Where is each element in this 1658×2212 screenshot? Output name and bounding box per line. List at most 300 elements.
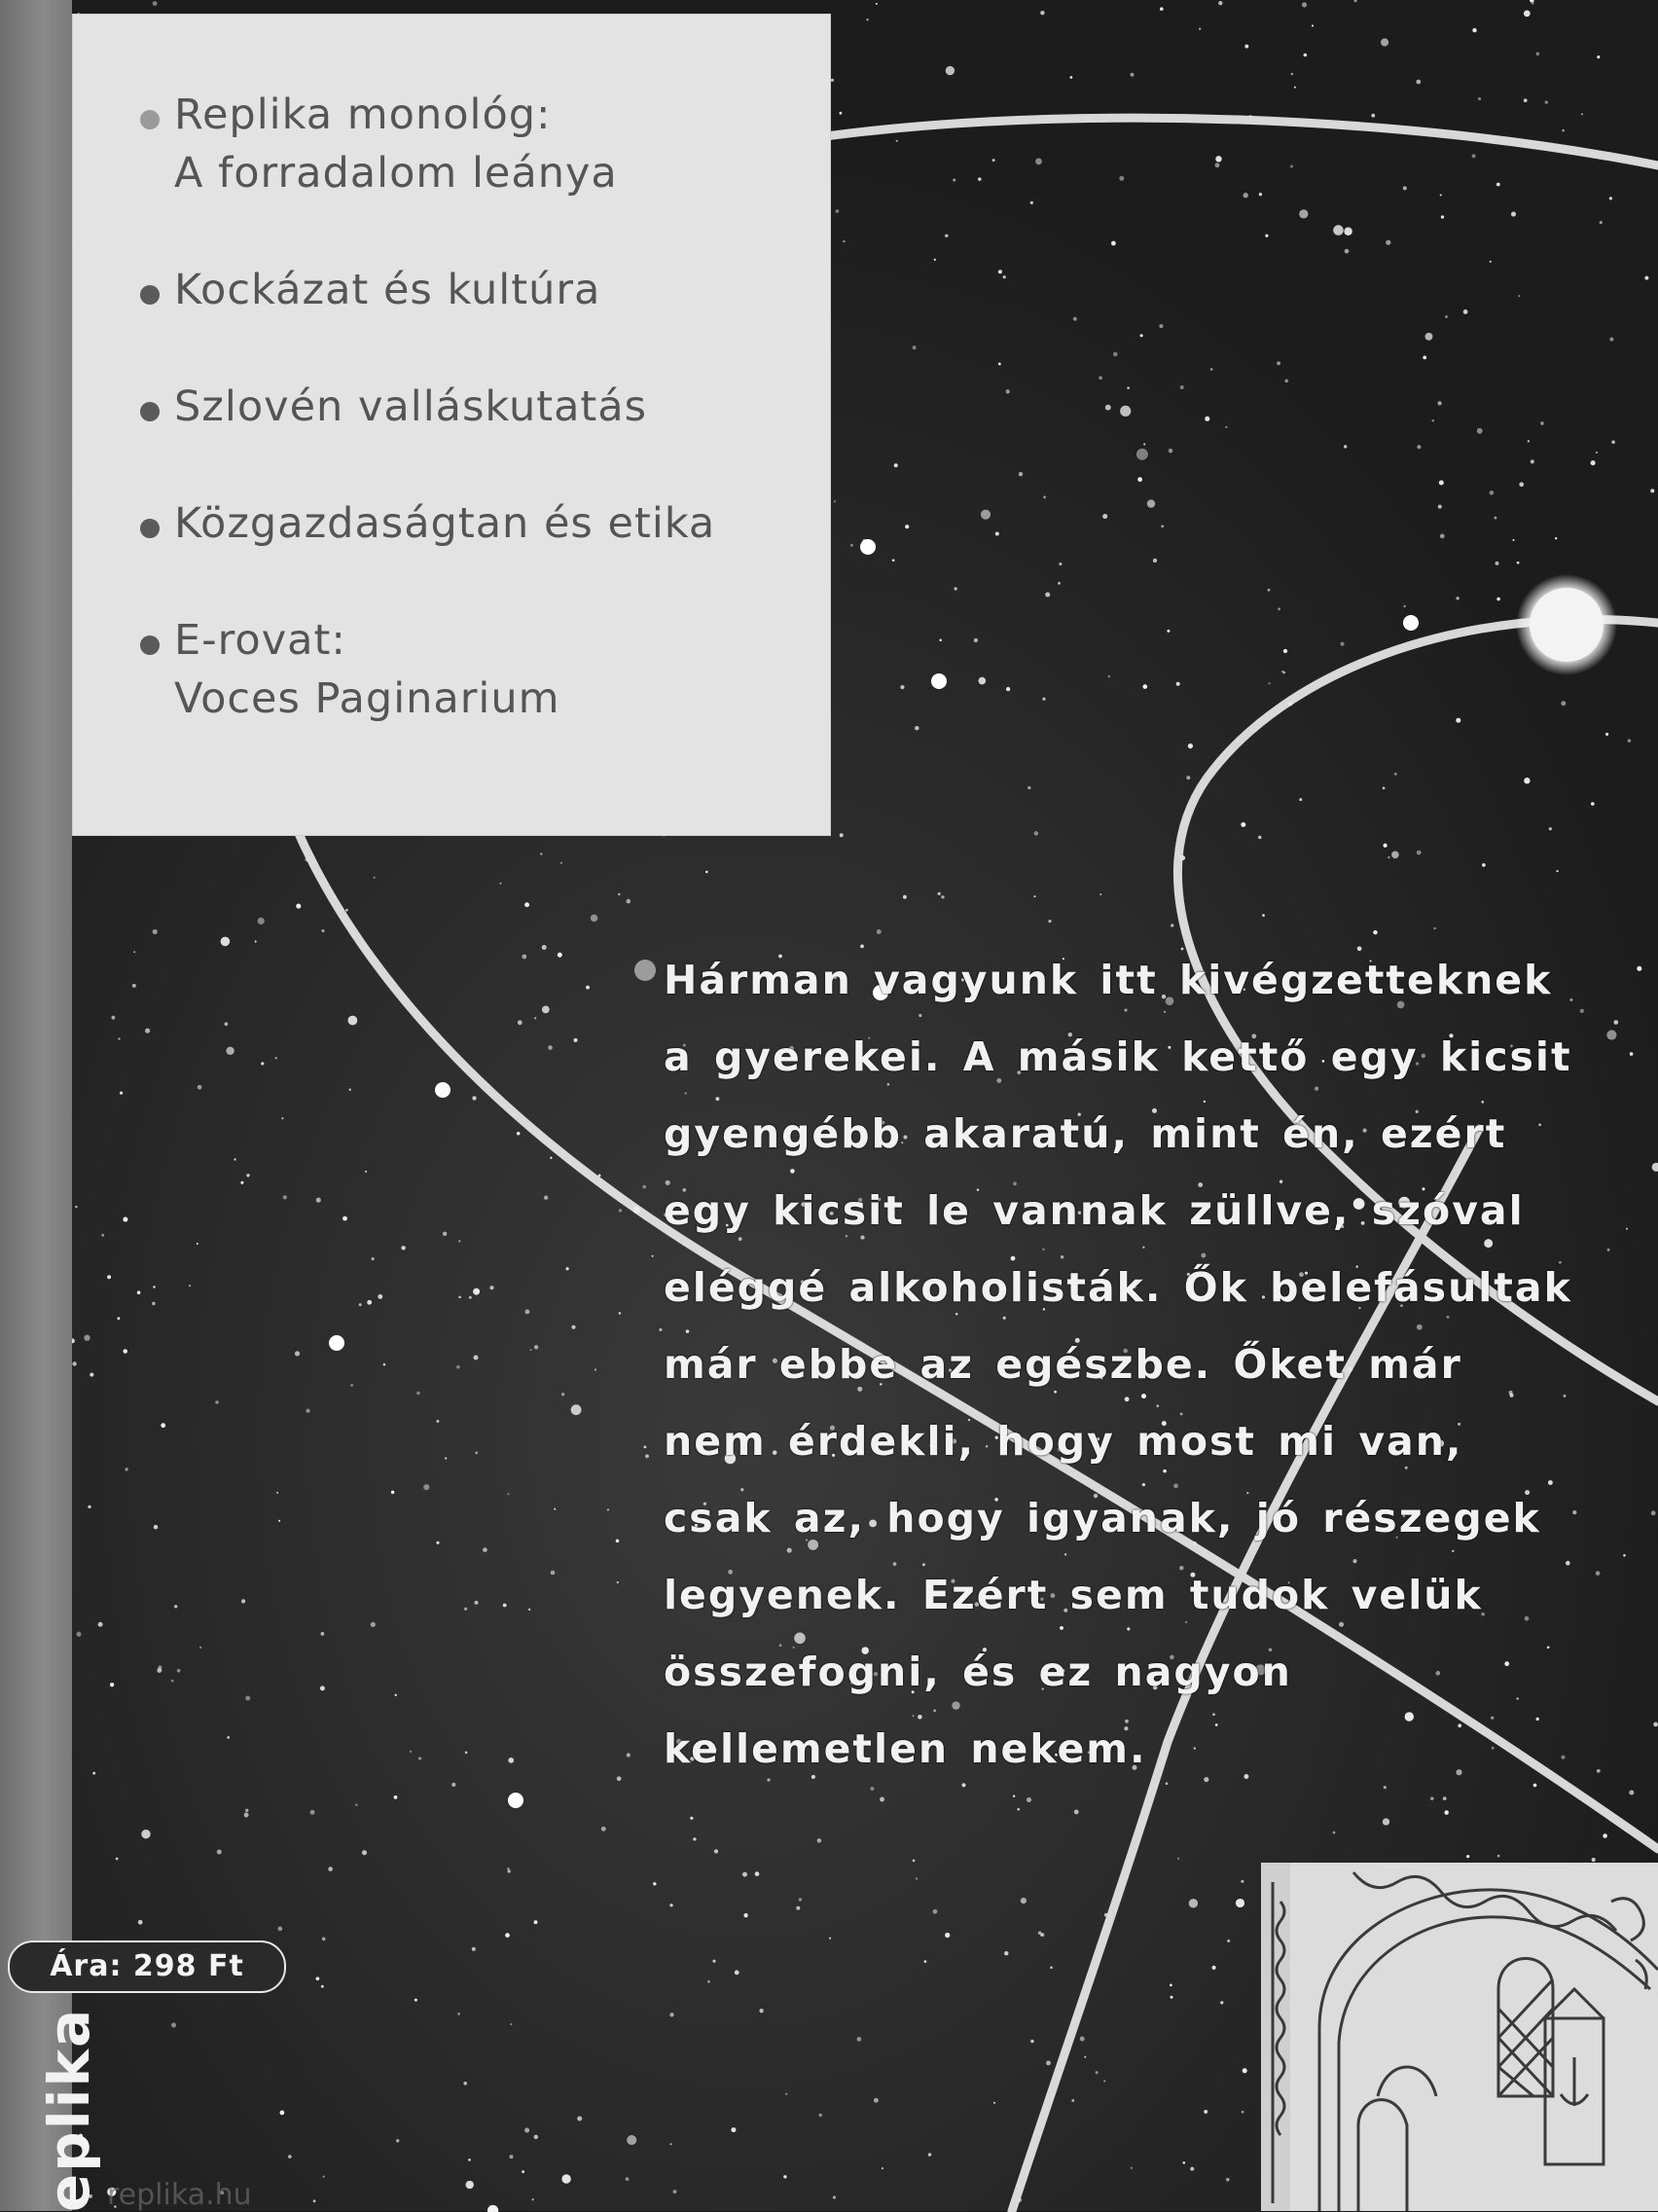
star xyxy=(1176,682,1180,686)
star xyxy=(1524,98,1528,102)
star xyxy=(245,1696,250,1701)
star xyxy=(1373,930,1377,934)
star xyxy=(693,1837,696,1840)
star xyxy=(1236,1899,1244,1907)
star xyxy=(591,915,597,922)
star xyxy=(117,1317,120,1320)
star xyxy=(1113,352,1118,357)
star xyxy=(499,883,501,885)
star xyxy=(1160,7,1164,11)
star xyxy=(1463,309,1468,314)
star xyxy=(1199,28,1201,30)
star xyxy=(1528,440,1530,442)
star xyxy=(998,270,1002,273)
star xyxy=(673,2190,677,2194)
star xyxy=(946,66,955,75)
star xyxy=(1268,589,1271,592)
star xyxy=(153,929,158,934)
star xyxy=(1103,2080,1105,2082)
star xyxy=(1466,1855,1469,1858)
star xyxy=(132,984,136,988)
star xyxy=(1143,443,1145,445)
star xyxy=(1556,870,1558,872)
star xyxy=(542,1006,550,1014)
star xyxy=(1030,201,1033,204)
star xyxy=(226,1047,234,1055)
star xyxy=(1169,449,1173,453)
star xyxy=(1131,2167,1133,2169)
quote-line: kellemetlen nekem. xyxy=(664,1725,1147,1772)
star xyxy=(1170,1984,1172,1987)
star xyxy=(348,1016,358,1026)
star xyxy=(1070,76,1073,79)
star xyxy=(489,1286,493,1289)
quote-line: már ebbe az egészbe. Őket már xyxy=(664,1341,1462,1388)
star xyxy=(349,1089,351,1091)
bullet-dot-icon xyxy=(140,519,160,538)
star xyxy=(320,1686,325,1690)
star xyxy=(1291,73,1294,76)
star xyxy=(1477,428,1483,434)
star xyxy=(1597,55,1600,58)
star xyxy=(423,1484,429,1490)
star xyxy=(1268,682,1270,684)
star xyxy=(1059,562,1062,565)
star xyxy=(1443,1796,1447,1800)
star xyxy=(1344,445,1347,448)
star xyxy=(1440,534,1445,539)
star xyxy=(540,852,542,854)
star xyxy=(509,2155,513,2158)
star xyxy=(1043,496,1046,499)
star xyxy=(1204,2110,1207,2114)
star xyxy=(522,955,526,960)
star xyxy=(288,2155,292,2158)
star xyxy=(316,1976,320,1980)
star xyxy=(464,1608,467,1611)
star xyxy=(759,2009,763,2013)
star xyxy=(1136,449,1148,460)
star xyxy=(1440,194,1442,196)
star xyxy=(316,1198,321,1203)
star xyxy=(295,1351,300,1356)
contents-item xyxy=(140,378,811,436)
star xyxy=(1304,54,1308,57)
star xyxy=(258,918,265,925)
star xyxy=(112,1016,116,1020)
star xyxy=(1344,228,1352,236)
star xyxy=(458,1240,460,1242)
star xyxy=(1226,2178,1230,2182)
star xyxy=(517,1132,520,1135)
star xyxy=(941,895,944,898)
star xyxy=(1496,598,1500,601)
spine-title-wrap xyxy=(6,2007,103,2212)
star xyxy=(783,2175,786,2178)
star xyxy=(1383,1818,1389,1825)
star xyxy=(313,2199,316,2202)
star xyxy=(1425,333,1433,341)
star xyxy=(1609,338,1613,342)
star xyxy=(98,1622,103,1627)
star xyxy=(457,2013,460,2015)
star xyxy=(463,2082,467,2085)
star xyxy=(1244,193,1248,198)
star xyxy=(1472,28,1476,32)
star xyxy=(818,2114,821,2117)
star xyxy=(799,1898,803,1902)
star xyxy=(280,2111,285,2116)
star xyxy=(524,2127,529,2132)
star xyxy=(1478,97,1481,100)
star xyxy=(995,532,999,536)
star xyxy=(705,871,708,874)
star xyxy=(1283,649,1287,653)
star xyxy=(1437,401,1441,405)
star xyxy=(998,362,1001,365)
star xyxy=(945,1933,950,1938)
contents-item-line: Voces Paginarium xyxy=(174,674,560,723)
star xyxy=(458,1296,461,1299)
star xyxy=(1215,156,1221,162)
star xyxy=(1290,165,1293,168)
star xyxy=(221,937,231,947)
star xyxy=(1120,406,1131,417)
star xyxy=(1637,966,1641,971)
star xyxy=(617,1776,622,1781)
star xyxy=(712,1960,715,1963)
star xyxy=(617,1581,619,1583)
star xyxy=(1432,419,1435,422)
star xyxy=(101,1234,104,1237)
star xyxy=(321,1985,324,1988)
star xyxy=(1188,743,1193,748)
star xyxy=(374,877,376,879)
star xyxy=(1444,1810,1448,1814)
star xyxy=(171,1680,174,1683)
star xyxy=(255,940,257,942)
star xyxy=(278,1520,280,1522)
star xyxy=(475,1601,479,1605)
star xyxy=(796,1906,800,1910)
star xyxy=(1333,1831,1336,1834)
star xyxy=(1417,851,1422,855)
star xyxy=(550,1157,552,1159)
star xyxy=(1013,1795,1015,1797)
star xyxy=(916,1877,918,1879)
star xyxy=(558,953,562,958)
star xyxy=(1278,607,1280,610)
star xyxy=(1190,2167,1194,2171)
star xyxy=(1371,114,1375,118)
star xyxy=(915,726,919,730)
quote-line: a gyerekei. A másik kettő egy kicsit xyxy=(664,1033,1572,1080)
star xyxy=(145,1029,150,1033)
star xyxy=(839,112,842,115)
spine-strip xyxy=(0,0,103,2212)
star xyxy=(1497,1855,1500,1858)
star xyxy=(1345,249,1350,254)
star xyxy=(246,1174,249,1177)
star xyxy=(1302,2,1307,7)
star xyxy=(1383,787,1386,790)
star xyxy=(755,1871,760,1876)
star xyxy=(981,510,991,520)
star xyxy=(714,1849,718,1853)
website-text: replika.hu xyxy=(107,2178,252,2212)
star xyxy=(445,1457,447,1459)
star xyxy=(1034,831,1039,836)
star xyxy=(276,1492,278,1494)
star xyxy=(785,2093,787,2095)
star xyxy=(532,2198,534,2200)
spine-title: eplika xyxy=(36,2007,103,2212)
star xyxy=(1042,698,1045,701)
star xyxy=(1186,776,1190,780)
star xyxy=(153,1286,155,1287)
planet-core xyxy=(1530,588,1604,662)
star xyxy=(1333,225,1344,236)
star xyxy=(1021,1898,1027,1904)
star xyxy=(1439,480,1444,485)
bright-star xyxy=(860,539,876,555)
star xyxy=(1591,802,1595,806)
star xyxy=(1220,2001,1223,2004)
star xyxy=(466,2181,474,2189)
bright-star xyxy=(508,1793,523,1808)
star xyxy=(894,463,898,467)
star xyxy=(1511,212,1516,217)
star xyxy=(542,945,547,950)
star xyxy=(1080,2037,1085,2042)
star xyxy=(1540,421,1544,425)
star xyxy=(571,1404,582,1415)
star xyxy=(1423,356,1426,360)
star xyxy=(574,1038,578,1042)
quote-line: nem érdekli, hogy most mi van, xyxy=(664,1418,1463,1465)
star xyxy=(1159,324,1163,328)
star xyxy=(903,895,907,899)
bullet-dot-icon xyxy=(140,402,160,421)
star xyxy=(138,1920,143,1925)
star xyxy=(1294,87,1296,89)
quote-line: eléggé alkoholisták. Ők belefásultak xyxy=(664,1264,1572,1311)
star xyxy=(1512,539,1514,541)
star xyxy=(1549,827,1552,830)
star xyxy=(1111,241,1116,246)
star xyxy=(669,2143,671,2145)
star xyxy=(123,1217,127,1222)
star xyxy=(1027,786,1030,789)
star xyxy=(1596,452,1598,453)
star xyxy=(401,1246,405,1250)
contents-item-line: A forradalom leánya xyxy=(174,149,618,198)
star xyxy=(1519,482,1524,487)
star xyxy=(882,2167,883,2169)
contents-item xyxy=(140,86,811,202)
star xyxy=(278,1927,283,1932)
star xyxy=(1071,2099,1074,2102)
star xyxy=(938,892,941,895)
star xyxy=(1650,489,1654,492)
star xyxy=(342,1216,347,1221)
star xyxy=(1629,1790,1634,1795)
star xyxy=(394,1795,398,1799)
star xyxy=(296,904,301,909)
star xyxy=(1299,209,1308,218)
quote-line: egy kicsit le vannak züllve, szóval xyxy=(664,1187,1525,1234)
star xyxy=(1403,605,1405,607)
star xyxy=(626,2177,630,2181)
star xyxy=(1482,863,1486,867)
star xyxy=(829,1938,831,1940)
star xyxy=(1183,2161,1186,2164)
star xyxy=(473,1288,480,1295)
star xyxy=(1282,671,1285,674)
star xyxy=(345,909,348,912)
star xyxy=(451,1783,455,1787)
star xyxy=(1017,1808,1020,1811)
star xyxy=(974,638,978,642)
star xyxy=(123,1349,127,1354)
star xyxy=(197,1243,198,1245)
star xyxy=(850,544,853,547)
star xyxy=(905,525,909,528)
star xyxy=(566,1267,569,1270)
price-badge: Ára: 298 Ft xyxy=(8,1940,286,1993)
star xyxy=(1045,592,1050,597)
star xyxy=(945,235,948,237)
star xyxy=(418,1757,421,1759)
star xyxy=(1084,2056,1086,2058)
star xyxy=(391,1491,394,1494)
star xyxy=(595,1368,596,1370)
star xyxy=(892,559,895,562)
star xyxy=(306,1409,309,1413)
star xyxy=(928,2153,931,2156)
star xyxy=(367,1300,372,1305)
contents-panel xyxy=(72,14,831,836)
star xyxy=(1277,361,1280,365)
star xyxy=(1284,380,1288,383)
star xyxy=(120,1091,123,1094)
star xyxy=(1438,505,1442,509)
star xyxy=(524,902,529,907)
star xyxy=(554,1508,556,1510)
star xyxy=(1381,38,1388,46)
star xyxy=(1555,537,1557,539)
star xyxy=(383,1363,386,1366)
star xyxy=(669,2013,673,2016)
star xyxy=(241,1599,245,1603)
star xyxy=(1312,24,1314,26)
star xyxy=(1262,914,1265,917)
star xyxy=(528,1609,531,1612)
star xyxy=(1050,1966,1053,1969)
star xyxy=(244,1813,249,1818)
star xyxy=(261,1062,264,1065)
star xyxy=(174,1605,177,1608)
quote-line: csak az, hogy igyanak, jó részegek xyxy=(664,1495,1541,1541)
star xyxy=(322,1938,326,1941)
star xyxy=(900,685,904,689)
star xyxy=(551,1571,556,1576)
star xyxy=(934,259,936,261)
quote-block xyxy=(634,942,1617,1788)
star xyxy=(1592,1858,1596,1862)
star xyxy=(1171,924,1173,926)
star xyxy=(1040,1933,1044,1937)
star xyxy=(1073,317,1077,321)
star xyxy=(469,1296,472,1299)
quote-text xyxy=(634,942,1617,1788)
star xyxy=(1225,426,1227,428)
contents-item-line: Replika monológ: xyxy=(174,91,552,139)
star xyxy=(607,1508,609,1510)
star xyxy=(152,1302,155,1305)
star xyxy=(1417,445,1421,449)
star xyxy=(924,1960,927,1963)
star xyxy=(1030,2040,1033,2043)
star xyxy=(1495,562,1498,565)
star xyxy=(993,2102,995,2104)
star xyxy=(468,2158,471,2161)
star xyxy=(669,1904,672,1906)
contents-list xyxy=(140,86,811,786)
star xyxy=(834,500,836,502)
star xyxy=(1161,525,1164,527)
star xyxy=(1048,920,1051,923)
star xyxy=(1456,597,1459,599)
star xyxy=(1340,642,1344,646)
contents-item-line: Kockázat és kultúra xyxy=(174,266,601,314)
star xyxy=(534,1017,536,1019)
star xyxy=(1006,389,1010,393)
star xyxy=(372,1257,375,1260)
star xyxy=(1600,221,1603,224)
star xyxy=(1108,675,1110,677)
star xyxy=(245,1809,248,1812)
star xyxy=(378,1294,382,1299)
star xyxy=(507,1868,510,1870)
bullet-dot-icon xyxy=(140,110,160,129)
star xyxy=(653,1882,656,1885)
star xyxy=(880,1797,884,1802)
star xyxy=(1127,386,1130,389)
star xyxy=(1142,684,1147,689)
star xyxy=(731,2127,736,2132)
star xyxy=(1180,385,1184,389)
star xyxy=(1242,2111,1244,2114)
star xyxy=(472,1947,476,1951)
star xyxy=(1241,822,1245,827)
star xyxy=(90,1373,93,1377)
star xyxy=(72,1361,76,1365)
star xyxy=(1099,893,1101,895)
star xyxy=(1105,405,1111,411)
quote-line: Hárman vagyunk itt kivégzetteknek xyxy=(664,957,1553,1003)
star xyxy=(843,240,845,242)
star xyxy=(116,1858,119,1861)
star xyxy=(1171,1996,1173,1999)
star xyxy=(857,2037,862,2042)
star xyxy=(1210,368,1213,371)
star xyxy=(1215,163,1220,167)
star xyxy=(1244,45,1248,49)
star xyxy=(171,2023,176,2028)
star xyxy=(874,2098,879,2103)
star xyxy=(76,1632,81,1637)
